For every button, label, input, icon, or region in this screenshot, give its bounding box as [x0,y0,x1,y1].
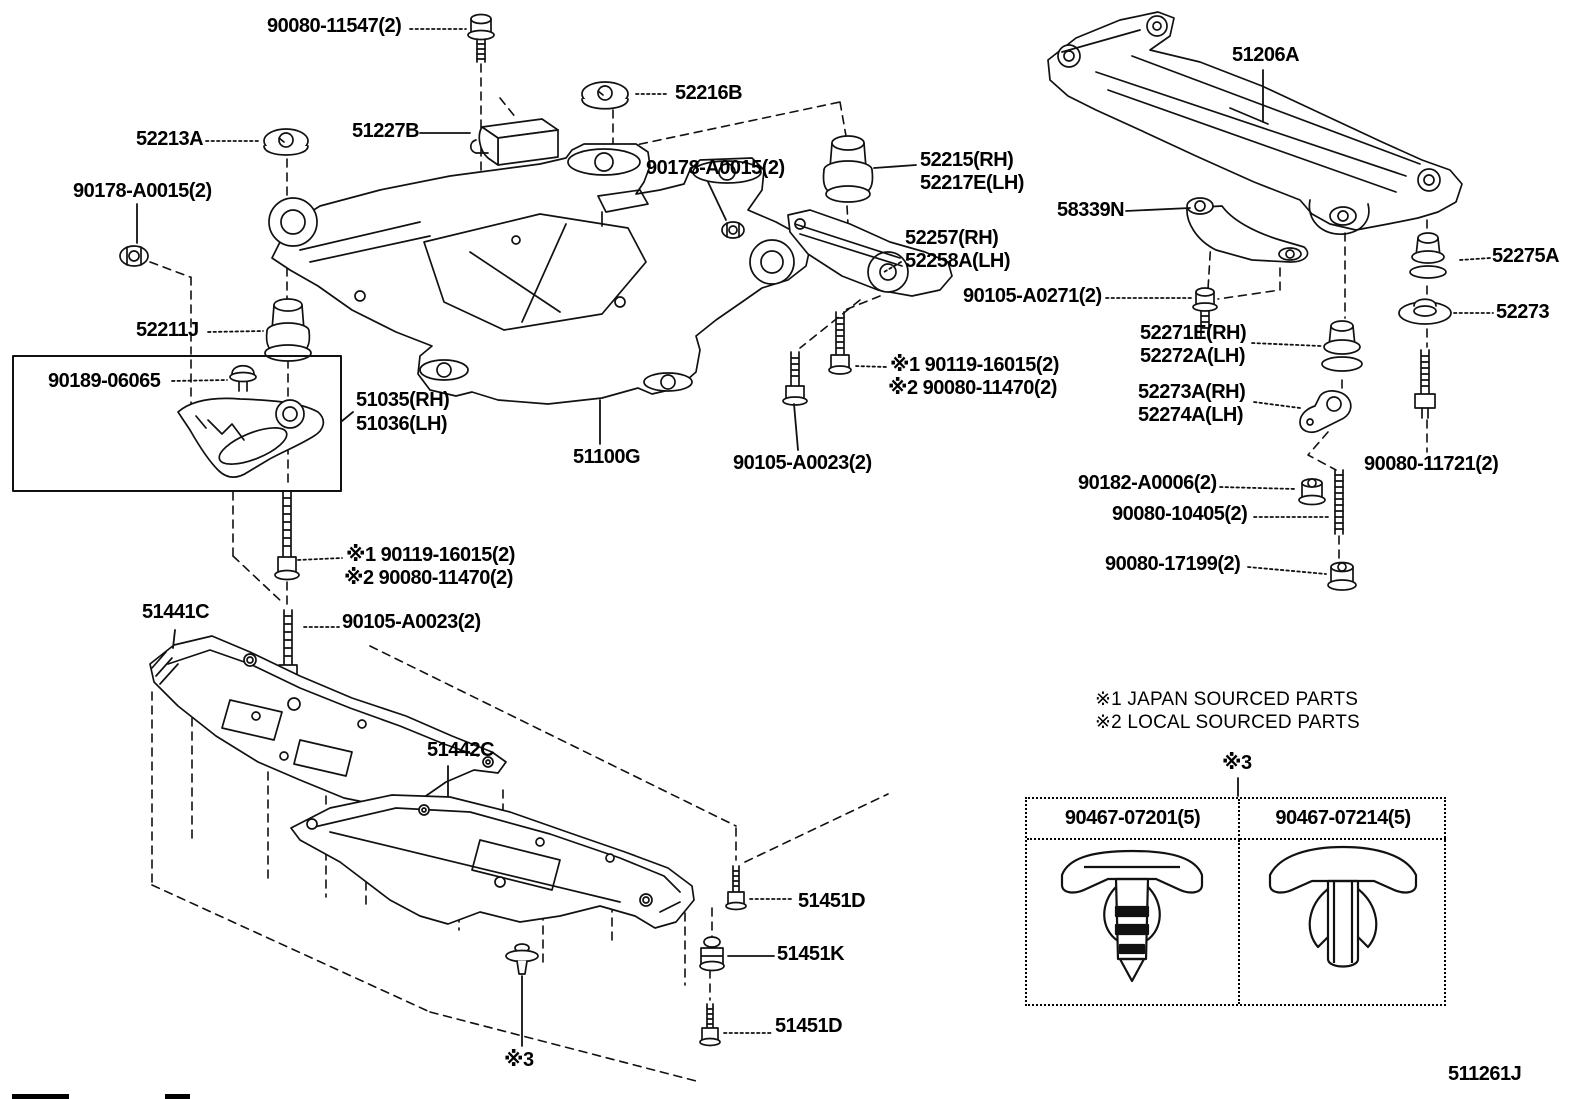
table-cell-clip-07214 [1240,840,1446,1004]
part-label-58339n: 58339N [1057,199,1125,221]
part-label-52271e-rh: 52271E(RH) [1140,322,1247,344]
part-label-52275a: 52275A [1492,245,1560,267]
under-cover-51442c-drawing [291,795,694,928]
note-local-sourced: ※2 LOCAL SOURCED PARTS [1095,712,1360,733]
part-label-90189-06065: 90189-06065 [48,370,161,392]
nut-90178-left-drawing [120,246,148,266]
part-label-90178-a0015-mid: 90178-A0015(2) [646,157,785,179]
part-label-51451d-upper: 51451D [798,890,866,912]
bracket-51227b-drawing [471,119,558,165]
cushion-52211j-drawing [265,299,311,361]
part-label-52211j: 52211J [136,319,199,341]
bolt-90119-16015-left-drawing [275,492,299,580]
part-label-52213a: 52213A [136,128,204,150]
part-label-90080-11547: 90080-11547(2) [267,15,402,37]
part-label-51036-lh: 51036(LH) [356,413,448,435]
nut-90080-17199-drawing [1328,563,1356,591]
brace-58339n-drawing [1187,198,1308,262]
part-label-90119-16015-left: ※1 90119-16015(2) [346,544,515,566]
ref-mark-3-table: ※3 [1222,752,1252,774]
part-label-90105-a0271: 90105-A0271(2) [963,285,1102,307]
front-crossmember-drawing [269,144,810,404]
retainer-52273-drawing [1399,299,1451,324]
stud-90080-11721-drawing [1415,350,1435,418]
drawing-number: 511261J [1448,1063,1522,1085]
part-label-52215-rh: 52215(RH) [920,149,1014,171]
rivet-90189-06065-drawing [230,366,256,391]
stopper-52273a-drawing [1300,391,1351,432]
part-label-51206a: 51206A [1232,44,1300,66]
part-label-52217e-lh: 52217E(LH) [920,172,1024,194]
grommet-52216b-drawing [582,82,628,109]
clip-nut-51451k-drawing [700,937,724,971]
part-label-52257-rh: 52257(RH) [905,227,999,249]
cushion-52275a-drawing [1410,233,1446,278]
part-label-90080-11470-left: ※2 90080-11470(2) [344,567,513,589]
part-label-90182-a0006: 90182-A0006(2) [1078,472,1217,494]
part-label-90105-a0023-left: 90105-A0023(2) [342,611,481,633]
part-label-52272a-lh: 52272A(LH) [1140,345,1246,367]
part-label-51451k: 51451K [777,943,845,965]
cushion-52271e-drawing [1322,321,1362,371]
part-label-51035-rh: 51035(RH) [356,389,450,411]
part-label-90080-10405: 90080-10405(2) [1112,503,1248,525]
table-header-90467-07214: 90467-07214(5) [1240,799,1446,840]
part-label-51100g: 51100G [573,446,641,468]
note-japan-sourced: ※1 JAPAN SOURCED PARTS [1095,689,1359,710]
nut-90182-a0006-drawing [1299,479,1325,505]
part-label-52273a-rh: 52273A(RH) [1138,381,1246,403]
stud-90080-10405-drawing [1335,470,1343,534]
bolt-90105-a0023-mid-drawing [783,352,807,405]
part-label-52273: 52273 [1496,301,1550,323]
part-label-51227b: 51227B [352,120,420,142]
table-header-90467-07201: 90467-07201(5) [1027,799,1240,840]
part-label-90119-16015-right: ※1 90119-16015(2) [890,354,1059,376]
part-label-90080-17199: 90080-17199(2) [1105,553,1241,575]
nut-90178-mid-drawing [722,222,744,238]
part-label-90080-11721: 90080-11721(2) [1364,453,1499,475]
print-artifact-mark [165,1094,190,1099]
table-cell-clip-07201 [1027,840,1240,1004]
rivet-ref3-drawing [506,944,538,974]
clip-90467-07214-drawing [1240,841,1446,1003]
cushion-52215-drawing [823,136,872,202]
part-label-90105-a0023-mid: 90105-A0023(2) [733,452,872,474]
part-label-90178-a0015-left: 90178-A0015(2) [73,180,212,202]
part-label-52274a-lh: 52274A(LH) [1138,404,1244,426]
clip-90467-07201-drawing [1028,841,1237,1003]
print-artifact-mark [12,1094,69,1099]
part-label-51451d-lower: 51451D [775,1015,843,1037]
part-label-52258a-lh: 52258A(LH) [905,250,1011,272]
screw-51451d-upper-drawing [726,866,746,910]
part-label-52216b: 52216B [675,82,743,104]
screw-51451d-lower-drawing [700,1004,720,1046]
grommet-52213a-drawing [264,129,308,155]
clip-reference-table [1025,797,1446,1006]
under-cover-51441c-drawing [150,636,506,806]
ref-mark-3-bottom: ※3 [504,1049,534,1071]
bolt-90080-11547-drawing [468,15,494,63]
part-label-90080-11470-right: ※2 90080-11470(2) [888,377,1057,399]
part-label-51441c: 51441C [142,601,210,623]
part-label-51442c: 51442C [427,739,495,761]
